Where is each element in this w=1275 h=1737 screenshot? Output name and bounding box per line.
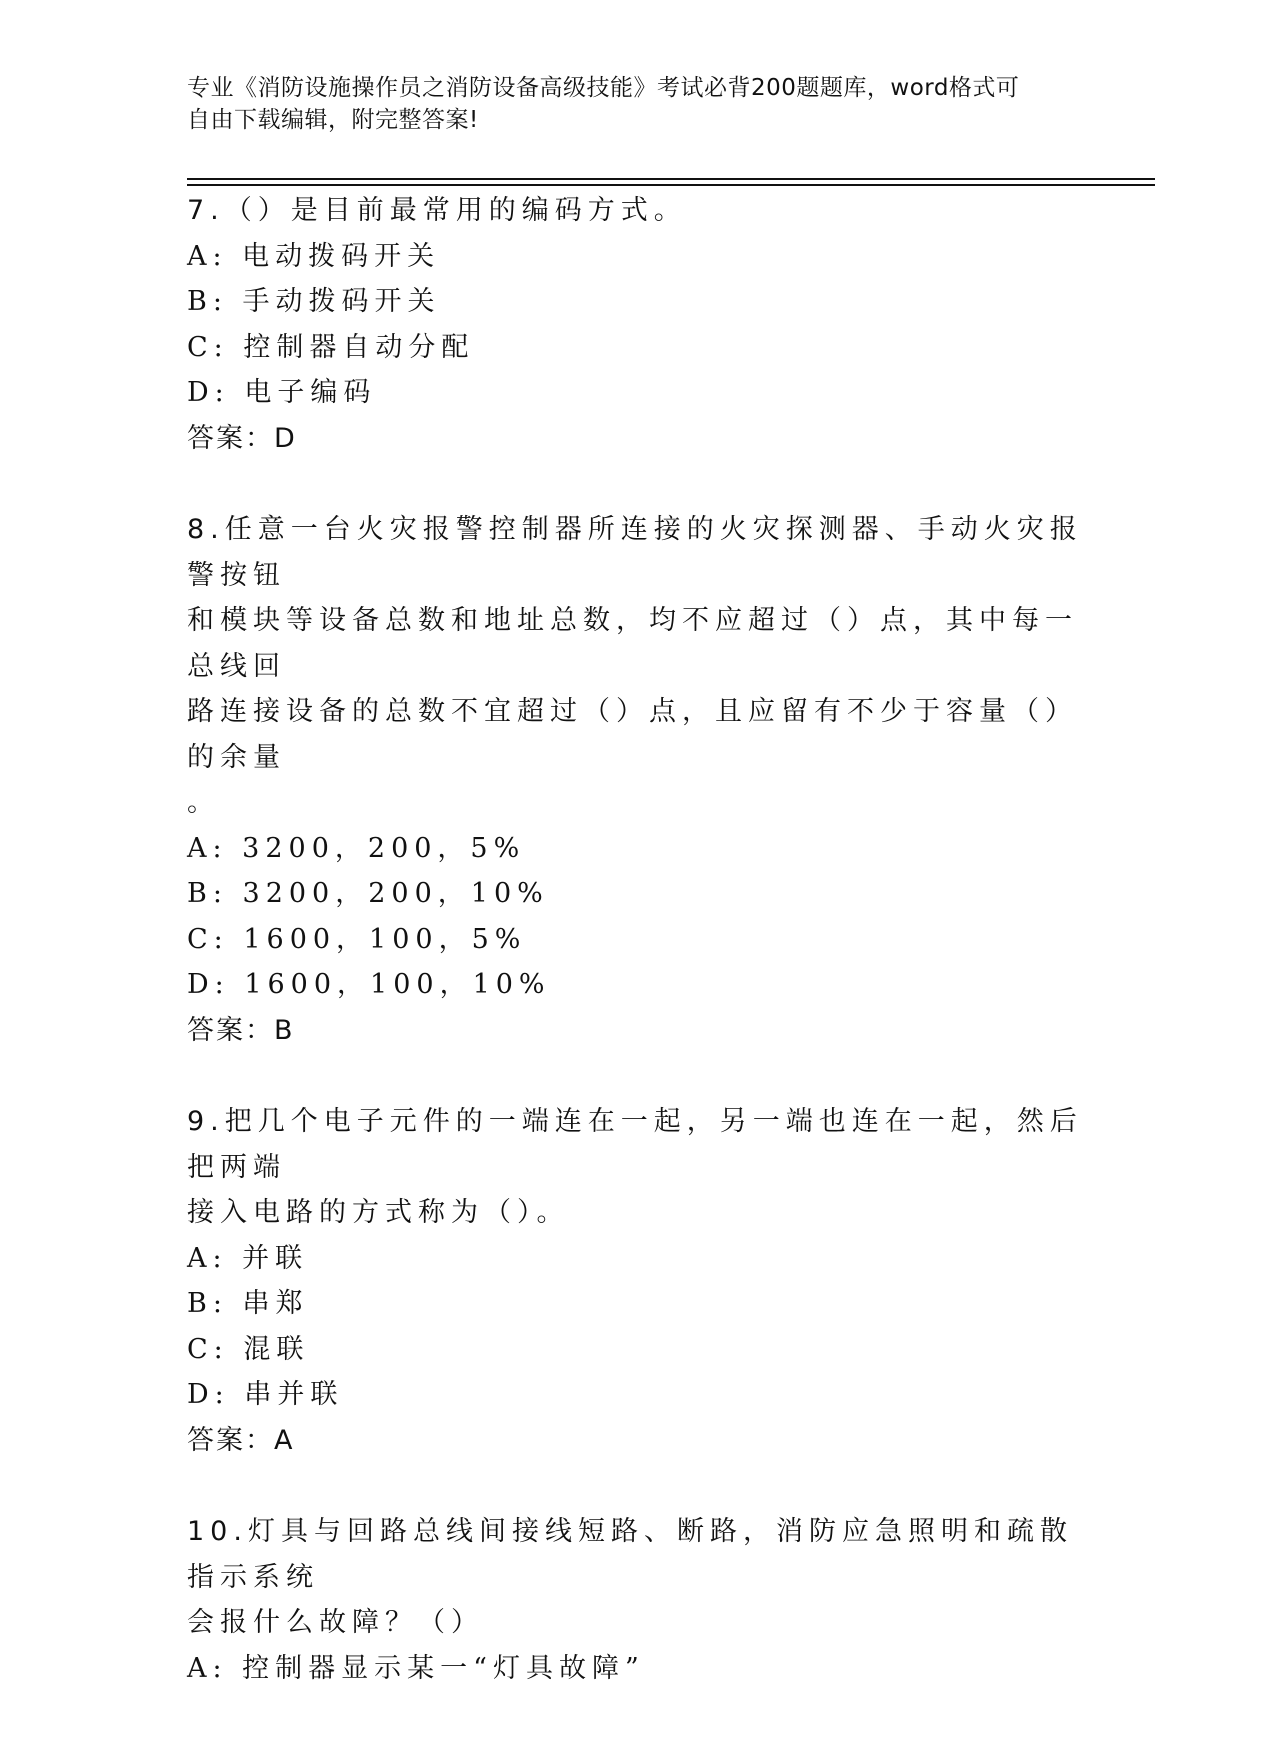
question-7 — [187, 188, 1087, 461]
question-10 — [187, 1509, 1087, 1691]
stem-line: 和模块等设备总数和地址总数，均不应超过（）点，其中每一总线回 — [187, 605, 1078, 682]
question-stem — [187, 507, 1087, 826]
stem-line: 7.（）是目前最常用的编码方式。 — [187, 195, 687, 226]
header-divider-top — [187, 178, 1155, 180]
stem-line: 10.灯具与回路总线间接线短路、断路，消防应急照明和疏散指示系统 — [187, 1516, 1073, 1593]
question-9 — [187, 1099, 1087, 1463]
option-a: A: 控制器显示某一“灯具故障” — [187, 1652, 645, 1684]
question-8 — [187, 507, 1087, 1053]
question-stem — [187, 188, 1087, 234]
stem-line: 9.把几个电子元件的一端连在一起，另一端也连在一起，然后把两端 — [187, 1106, 1083, 1183]
answer-text: 答案：B — [187, 1014, 295, 1046]
document-header — [187, 72, 1067, 136]
question-stem — [187, 1509, 1087, 1646]
option-b: B: 串郑 — [187, 1288, 309, 1319]
header-line-1: 专业《消防设施操作员之消防设备高级技能》考试必背200题题库，word格式可 — [187, 75, 1020, 101]
stem-line: 路连接设备的总数不宜超过（）点，且应留有不少于容量（）的余量 — [187, 696, 1078, 773]
option-a: A: 3200，200，5% — [187, 832, 526, 864]
option-d: D: 串并联 — [187, 1379, 344, 1410]
option-a: A: 并联 — [187, 1242, 309, 1274]
option-a: A: 电动拨码开关 — [187, 240, 441, 272]
stem-line: 。 — [187, 787, 220, 818]
stem-line: 会报什么故障？（） — [187, 1607, 484, 1638]
header-divider-bottom — [187, 184, 1155, 186]
stem-line: 接入电路的方式称为（）。 — [187, 1197, 570, 1228]
option-b: B: 手动拨码开关 — [187, 286, 441, 317]
option-b: B: 3200，200，10% — [187, 878, 549, 909]
answer-text: 答案：D — [187, 422, 297, 454]
option-c: C: 混联 — [187, 1333, 310, 1365]
option-d: D: 1600，100，10% — [187, 969, 551, 1000]
question-stem — [187, 1099, 1087, 1236]
answer-text: 答案：A — [187, 1424, 295, 1456]
question-list — [187, 188, 1087, 1737]
header-line-2: 自由下载编辑，附完整答案! — [187, 107, 479, 133]
option-d: D: 电子编码 — [187, 377, 377, 408]
stem-line: 8.任意一台火灾报警控制器所连接的火灾探测器、手动火灾报警按钮 — [187, 514, 1083, 591]
option-c: C: 控制器自动分配 — [187, 331, 475, 363]
option-c: C: 1600，100，5% — [187, 923, 527, 955]
